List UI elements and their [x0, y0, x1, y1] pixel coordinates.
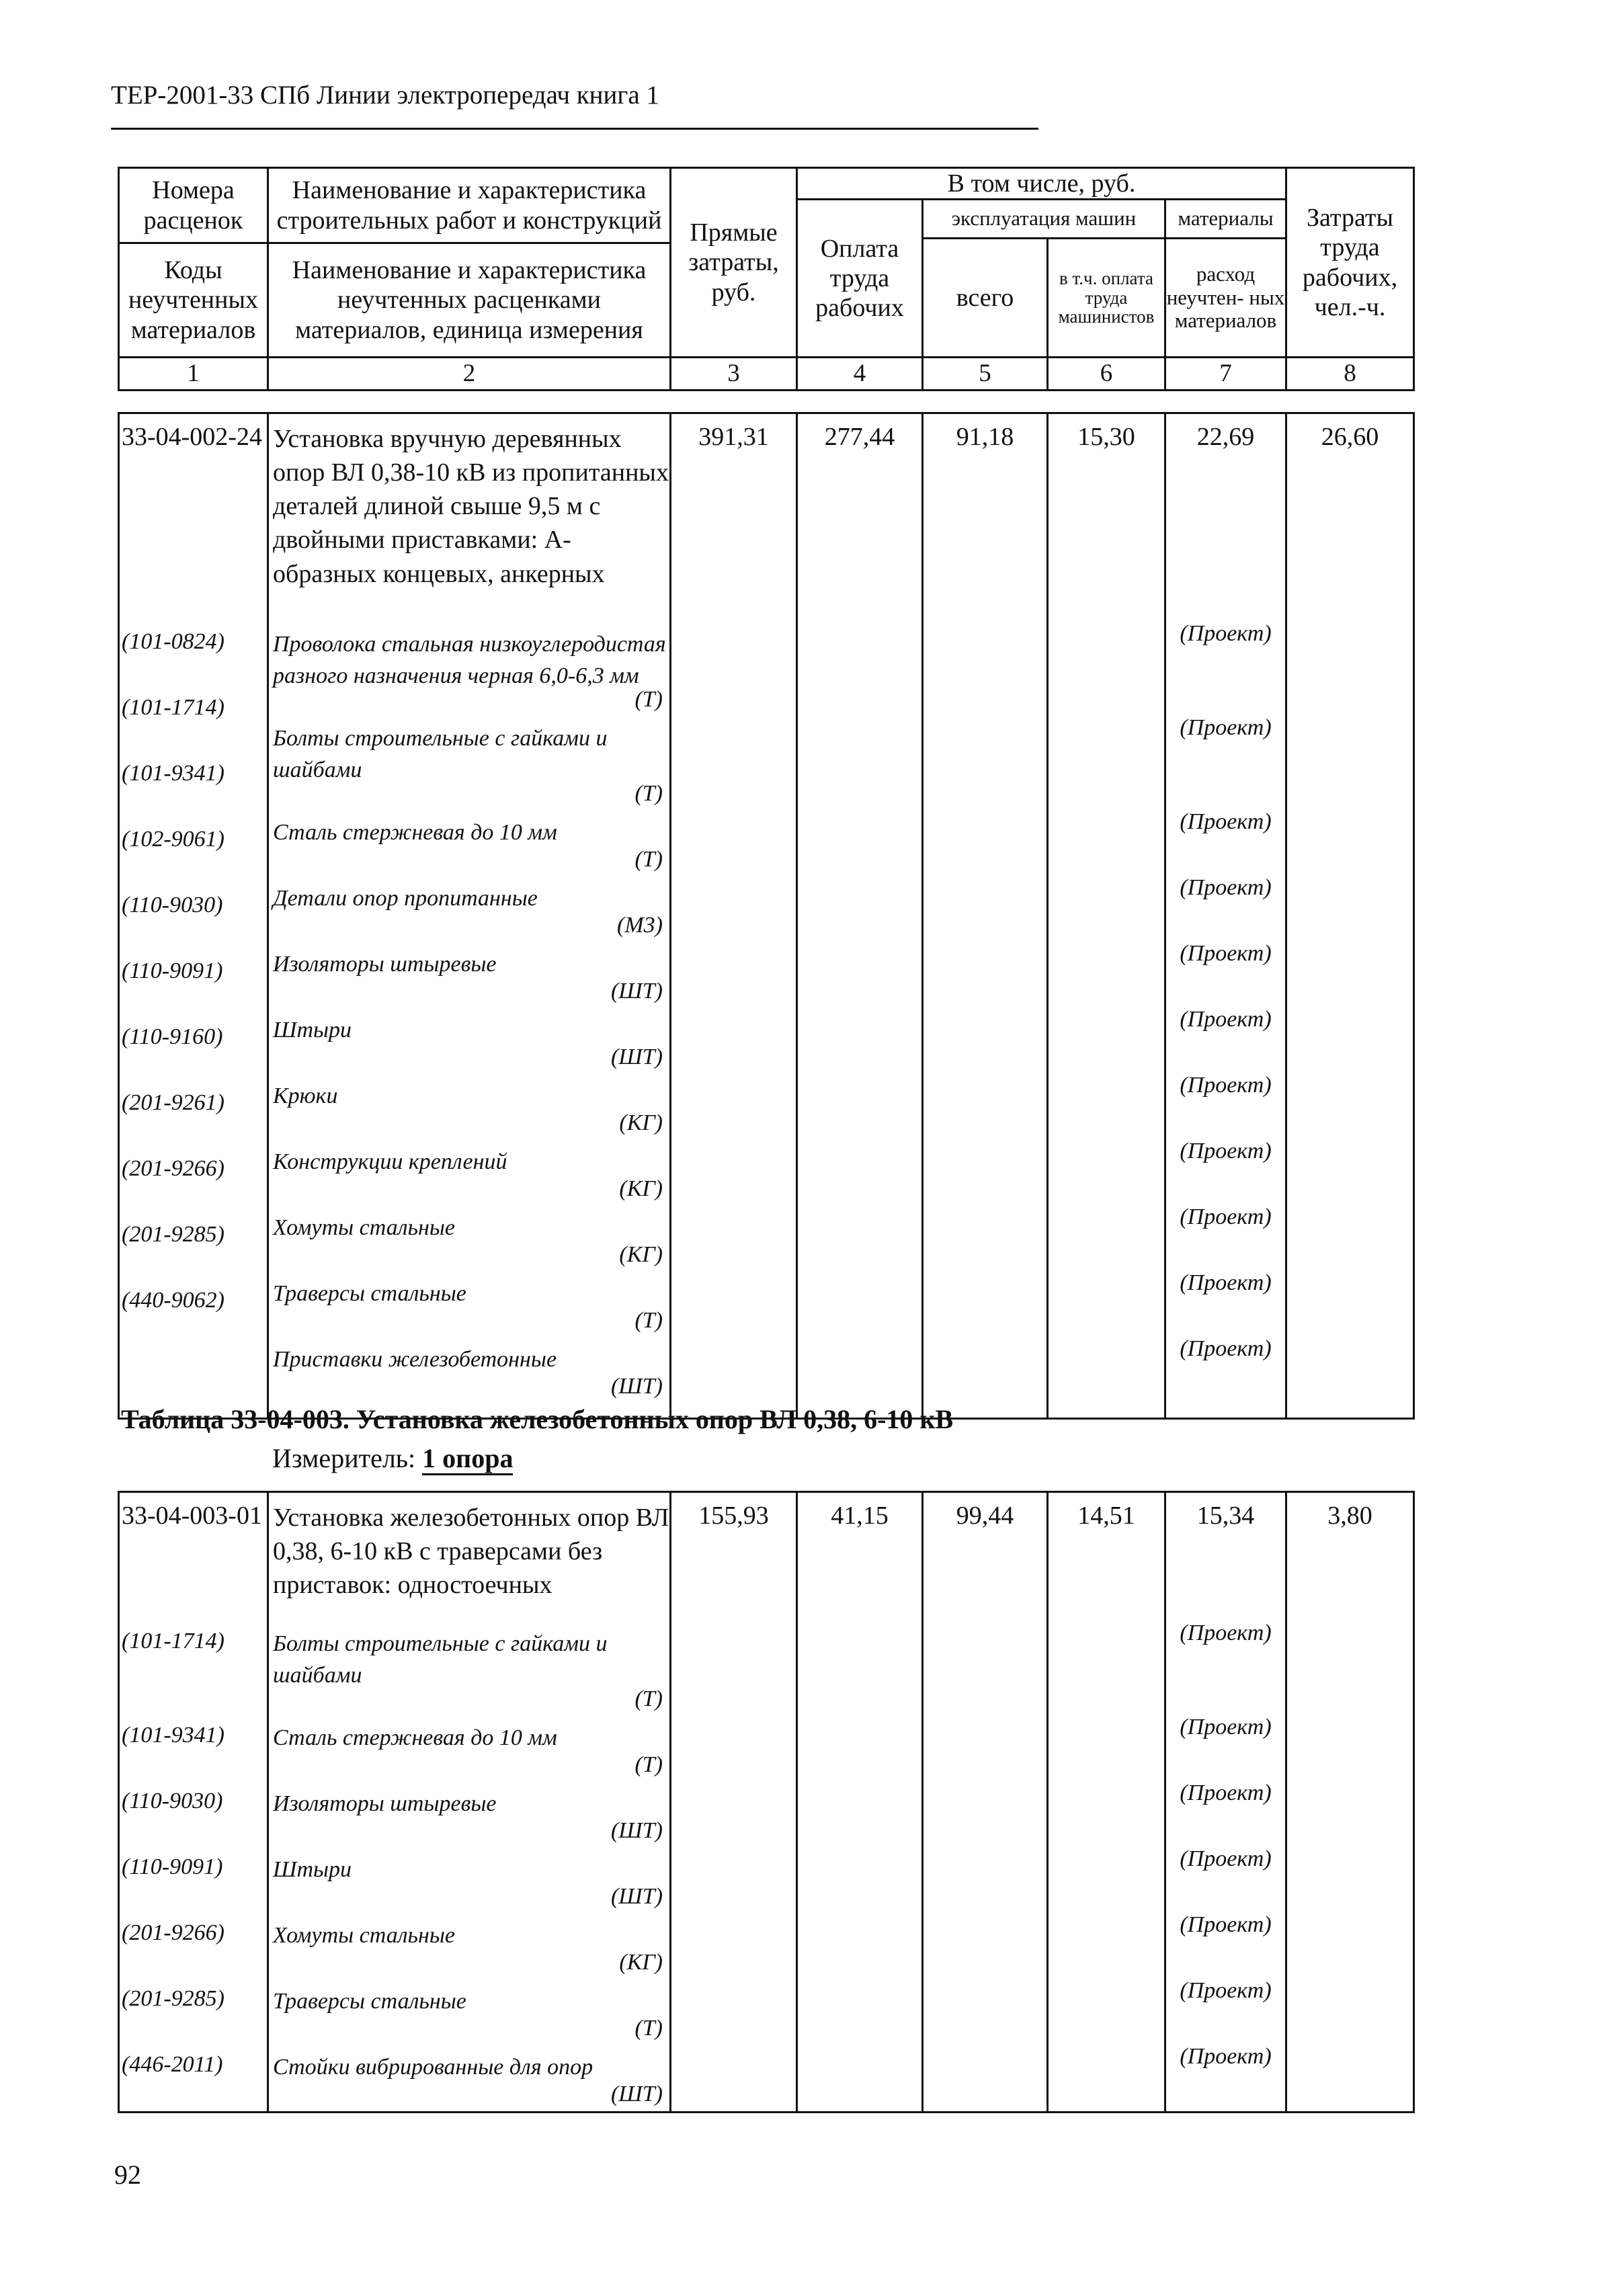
material-value-block	[1166, 1198, 1285, 1264]
material-unit: (КГ)	[619, 1110, 663, 1135]
material-unit: (ШТ)	[610, 2082, 663, 2106]
material-unit: (ШТ)	[610, 1884, 663, 1909]
materials-cost: 22,69	[1196, 423, 1255, 451]
material-code: (110-9030)	[122, 893, 223, 917]
material-block	[273, 1206, 669, 1272]
material-value-block	[1166, 1905, 1285, 1971]
material-value-block	[1166, 1774, 1285, 1840]
labor-pay: 41,15	[797, 1492, 923, 2113]
material-block	[273, 622, 669, 716]
material-block	[273, 1782, 669, 1848]
column-number: 4	[797, 358, 923, 391]
material-unit: (ШТ)	[610, 1374, 663, 1399]
group-header: В том числе, руб.	[797, 168, 1286, 200]
material-unit: (КГ)	[619, 1950, 663, 1975]
code-cell	[119, 1492, 268, 2113]
material-block	[273, 1914, 669, 1979]
material-value: (Проект)	[1180, 1912, 1272, 1937]
material-value: (Проект)	[1180, 1139, 1272, 1163]
measure-label: Измеритель:	[272, 1443, 416, 1473]
col2-header-top: Наименование и характеристика строительных работ и конструкций	[269, 169, 669, 244]
column-number: 7	[1165, 358, 1286, 391]
material-code: (201-9266)	[122, 1920, 224, 1945]
material-name: Траверсы стальные	[273, 1989, 466, 2014]
labor-hours: 3,80	[1286, 1492, 1414, 2113]
material-value-block	[1166, 1132, 1285, 1198]
material-code-block	[122, 1215, 267, 1281]
material-value-block	[1166, 934, 1285, 1000]
page-number: 92	[114, 2160, 141, 2190]
col7-header: расход неучтен- ных материалов	[1165, 239, 1286, 358]
material-name: Детали опор пропитанные	[273, 886, 538, 911]
col6-header: в т.ч. оплата труда машинистов	[1048, 239, 1165, 358]
material-value-block	[1166, 1264, 1285, 1329]
rate-code: 33-04-002-24	[122, 423, 262, 451]
material-value: (Проект)	[1180, 1978, 1272, 2003]
material-value: (Проект)	[1180, 809, 1272, 834]
material-block	[273, 1848, 669, 1914]
rate-table-33-04-002	[118, 412, 1415, 1420]
material-name: Хомуты стальные	[273, 1215, 456, 1240]
material-value: (Проект)	[1180, 875, 1272, 900]
material-block	[273, 1716, 669, 1782]
material-unit: (Т)	[634, 2016, 663, 2041]
document-header: ТЕР-2001-33 СПб Линии электропередач книга 1	[111, 81, 659, 110]
column-number: 6	[1048, 358, 1165, 391]
rate-name: Установка вручную деревянных опор ВЛ 0,38-10 кВ из пропитанных деталей длиной свыше 9,5 м с двойными приставками: А-образных концевых, анкерных	[273, 425, 669, 588]
machinist-pay: 14,51	[1048, 1492, 1165, 2113]
material-unit: (Т)	[634, 847, 663, 872]
material-value: (Проект)	[1180, 1715, 1272, 1739]
material-name: Приставки железобетонные	[273, 1347, 557, 1372]
material-unit: (Т)	[634, 1752, 663, 1777]
material-name: Штыри	[273, 1018, 352, 1042]
material-unit: (Т)	[634, 781, 663, 806]
column-number: 5	[923, 358, 1048, 391]
material-unit: (КГ)	[619, 1176, 663, 1201]
column-header-table	[118, 167, 1415, 391]
material-name: Штыри	[273, 1857, 352, 1882]
material-code: (102-9061)	[122, 827, 224, 852]
material-value: (Проект)	[1180, 1780, 1272, 1805]
material-block	[273, 1074, 669, 1140]
material-code: (201-9285)	[122, 1986, 224, 2011]
labor-hours: 26,60	[1286, 413, 1414, 1419]
material-block	[273, 1140, 669, 1206]
material-value-block	[1166, 868, 1285, 934]
material-unit: (Т)	[634, 687, 663, 712]
material-block	[273, 1272, 669, 1338]
material-value: (Проект)	[1180, 1007, 1272, 1032]
material-value: (Проект)	[1180, 1336, 1272, 1361]
material-name: Хомуты стальные	[273, 1923, 456, 1948]
material-name: Изоляторы штыревые	[273, 1791, 497, 1816]
col2-header-bottom: Наименование и характеристика неучтенных расценками материалов, единица измерения	[292, 255, 647, 344]
material-value: (Проект)	[1180, 1621, 1272, 1645]
column-number: 3	[671, 358, 797, 391]
material-code: (446-2011)	[122, 2052, 223, 2077]
material-value-block	[1166, 1066, 1285, 1132]
material-value: (Проект)	[1180, 1204, 1272, 1229]
material-code-block	[122, 820, 267, 886]
column-number: 1	[119, 358, 268, 391]
column-number: 8	[1286, 358, 1414, 391]
material-unit: (Т)	[634, 1308, 663, 1333]
material-block	[273, 716, 669, 811]
labor-pay: 277,44	[797, 413, 923, 1419]
table-row	[119, 1492, 1414, 2113]
material-value-block	[1166, 1614, 1285, 1708]
material-code: (101-0824)	[122, 629, 224, 654]
material-value-block	[1166, 1708, 1285, 1774]
material-name: Изоляторы штыревые	[273, 952, 497, 977]
material-value-block	[1166, 1840, 1285, 1905]
col4-header: Оплата труда рабочих	[797, 200, 923, 358]
material-code-block	[122, 1979, 267, 2045]
material-code: (101-1714)	[122, 695, 224, 720]
material-value: (Проект)	[1180, 941, 1272, 966]
machinist-pay: 15,30	[1048, 413, 1165, 1419]
header-rule	[111, 128, 1038, 130]
material-code: (110-9160)	[122, 1024, 223, 1049]
machines-total: 91,18	[923, 413, 1048, 1419]
col1-header-top: Номера расценок	[120, 169, 267, 244]
material-code-block	[122, 1622, 267, 1716]
material-code: (201-9285)	[122, 1222, 224, 1247]
material-value-block	[1166, 1000, 1285, 1066]
material-code-block	[122, 1716, 267, 1782]
material-code: (110-9091)	[122, 1854, 223, 1879]
material-code-block	[122, 1149, 267, 1215]
material-value: (Проект)	[1180, 715, 1272, 740]
material-name: Проволока стальная низкоуглеродистая разного назначения черная 6,0-6,3 мм	[273, 632, 666, 688]
material-code-block	[122, 622, 267, 688]
materials-header: материалы	[1165, 200, 1286, 239]
material-value-block	[1166, 708, 1285, 803]
material-code: (440-9062)	[122, 1288, 224, 1313]
material-block	[273, 942, 669, 1008]
material-code-block	[122, 1782, 267, 1848]
materials-cell	[1165, 1492, 1286, 2113]
material-name: Стойки вибрированные для опор	[273, 2055, 593, 2080]
name-cell	[268, 413, 671, 1419]
code-cell	[119, 413, 268, 1419]
material-code-block	[122, 1018, 267, 1083]
material-unit: (Т)	[634, 1686, 663, 1711]
col5-header: всего	[923, 239, 1048, 358]
rate-code: 33-04-003-01	[122, 1502, 262, 1530]
material-code: (101-9341)	[122, 761, 224, 786]
name-cell	[268, 1492, 671, 2113]
col1-header-bottom: Коды неучтенных материалов	[128, 255, 259, 344]
material-unit: (КГ)	[619, 1242, 663, 1267]
material-block	[273, 1622, 669, 1716]
measure-unit	[272, 1442, 513, 1474]
materials-cell	[1165, 413, 1286, 1419]
material-value: (Проект)	[1180, 1846, 1272, 1871]
material-code: (101-1714)	[122, 1629, 224, 1653]
col1-header	[119, 168, 268, 358]
material-unit: (ШТ)	[610, 979, 663, 1003]
col2-header	[268, 168, 671, 358]
materials-cost: 15,34	[1196, 1502, 1255, 1530]
material-value-block	[1166, 614, 1285, 708]
material-code-block	[122, 1848, 267, 1914]
column-number: 2	[268, 358, 671, 391]
material-name: Траверсы стальные	[273, 1281, 466, 1306]
material-value-block	[1166, 2037, 1285, 2103]
material-block	[273, 811, 669, 876]
material-block	[273, 1338, 669, 1403]
measure-value: 1 опора	[422, 1443, 513, 1475]
material-block	[273, 1979, 669, 2045]
rate-name: Установка железобетонных опор ВЛ 0,38, 6-10 кВ с траверсами без приставок: одностоечных	[273, 1504, 669, 1600]
col3-header: Прямые затраты, руб.	[671, 168, 797, 358]
material-code-block	[122, 754, 267, 820]
material-block	[273, 2045, 669, 2111]
material-name: Крюки	[273, 1083, 338, 1108]
material-code: (201-9261)	[122, 1090, 224, 1115]
rate-table-33-04-003	[118, 1491, 1415, 2113]
material-name: Конструкции креплений	[273, 1149, 507, 1174]
material-block	[273, 1008, 669, 1074]
direct-costs: 155,93	[671, 1492, 797, 2113]
material-value: (Проект)	[1180, 621, 1272, 646]
material-code: (110-9091)	[122, 958, 223, 983]
material-name: Сталь стержневая до 10 мм	[273, 820, 557, 845]
material-code: (110-9030)	[122, 1789, 223, 1813]
material-unit: (ШТ)	[610, 1044, 663, 1069]
table-row	[119, 413, 1414, 1419]
material-code-block	[122, 1281, 267, 1347]
col8-header: Затраты труда рабочих, чел.-ч.	[1286, 168, 1414, 358]
machines-header: эксплуатация машин	[923, 200, 1165, 239]
material-name: Болты строительные с гайками и шайбами	[273, 1631, 608, 1688]
material-value: (Проект)	[1180, 1270, 1272, 1295]
material-code-block	[122, 952, 267, 1018]
material-code: (101-9341)	[122, 1723, 224, 1748]
material-value: (Проект)	[1180, 1073, 1272, 1098]
direct-costs: 391,31	[671, 413, 797, 1419]
material-unit: (ШТ)	[610, 1818, 663, 1843]
material-code-block	[122, 1083, 267, 1149]
material-name: Болты строительные с гайками и шайбами	[273, 726, 608, 782]
material-code-block	[122, 1914, 267, 1979]
machines-total: 99,44	[923, 1492, 1048, 2113]
material-code: (201-9266)	[122, 1156, 224, 1181]
material-value-block	[1166, 1971, 1285, 2037]
material-value-block	[1166, 803, 1285, 868]
material-unit: (М3)	[617, 913, 663, 938]
material-code-block	[122, 688, 267, 754]
material-code-block	[122, 2045, 267, 2111]
material-value: (Проект)	[1180, 2044, 1272, 2069]
table-title: Таблица 33-04-003. Установка железобетонных опор ВЛ 0,38, 6-10 кВ	[121, 1404, 954, 1434]
material-value-block	[1166, 1329, 1285, 1395]
material-code-block	[122, 886, 267, 952]
material-block	[273, 876, 669, 942]
material-name: Сталь стержневая до 10 мм	[273, 1725, 557, 1750]
